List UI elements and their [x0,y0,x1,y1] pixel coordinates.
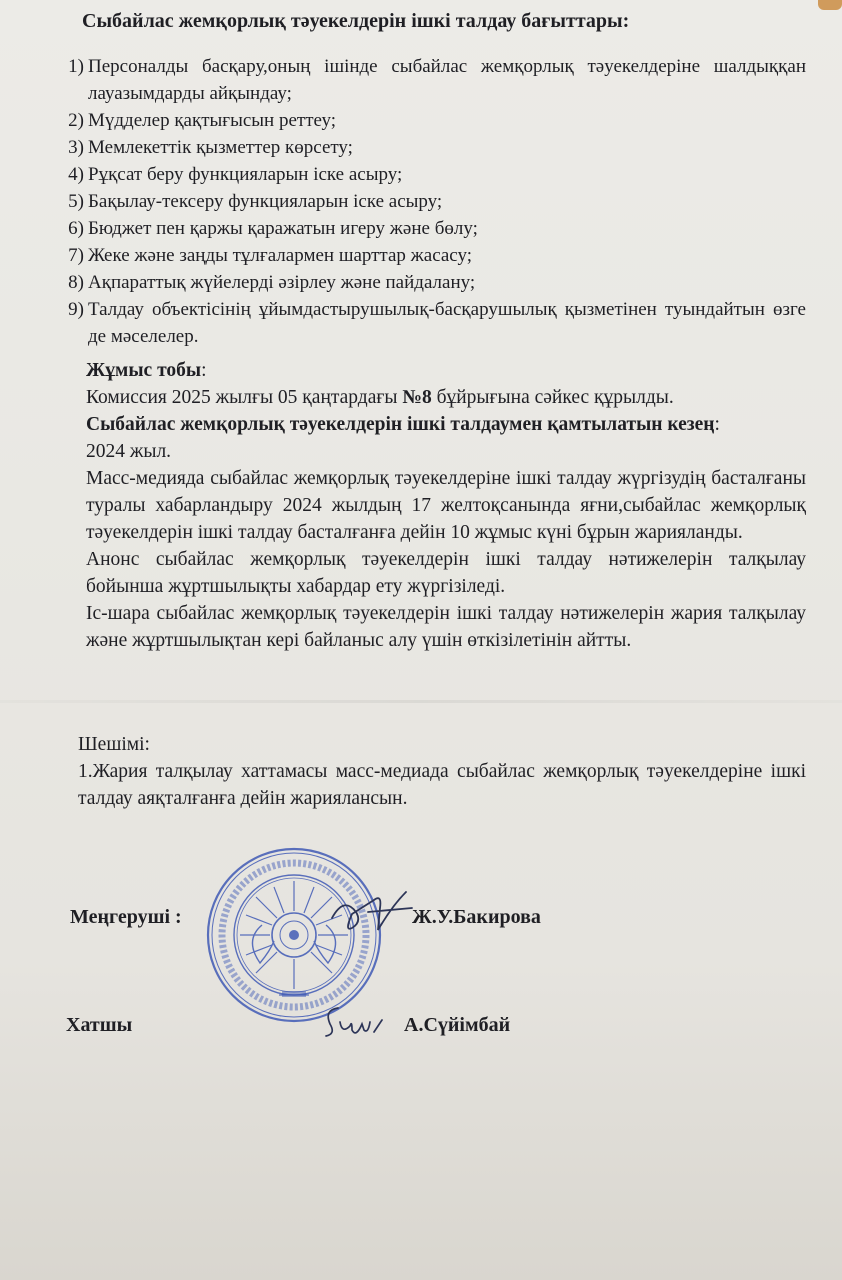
secretary-label: Хатшы [66,1014,133,1036]
decision-text: 1.Жария талқылау хаттамасы масс-медиада сыбайлас жемқорлық тәуекелдеріне ішкі талдау аяқталғанға дейін жариялансын. [78,761,806,809]
list-item: 2) Мүдделер қақтығысын реттеу; [68,110,336,131]
anons-paragraph: Анонс сыбайлас жемқорлық тәуекелдерін ішкі талдау нәтижелерін талқылау бойынша жұртшылықты хабардар ету жүргізіледі. [86,549,806,597]
list-item: 5) Бақылау-тексеру функцияларын іске асыру; [68,191,443,212]
order-number: №8 [402,387,432,408]
list-item: 8) Ақпараттық жүйелерді әзірлеу және пайдалану; [68,272,476,293]
section-heading: Сыбайлас жемқорлық тәуекелдерін ішкі талдау бағыттары: [82,10,630,32]
head-name: Ж.У.Бакирова [412,906,541,928]
working-group-text: Комиссия 2025 жылғы 05 қаңтардағы №8 бұйрығына сәйкес құрылды. [86,387,674,408]
list-item: 7) Жеке және заңды тұлғалармен шарттар жасасу; [68,245,473,266]
directions-list [56,53,806,350]
period-value: 2024 жыл. [86,441,172,462]
list-item: 6) Бюджет пен қаржы қаражатын игеру және бөлу; [68,218,478,239]
period-heading: Сыбайлас жемқорлық тәуекелдерін ішкі талдаумен қамтылатын кезең: [86,414,720,435]
announcement-paragraph: Масс-медияда сыбайлас жемқорлық тәуекелдеріне ішкі талдау жүргізудің басталғаны туралы хабарландыру 2024 жылдың 17 желтоқсанында яғни,сыбайлас жемқорлық тәуекелдерін ішкі талдау басталғанға дейін 10 жұмыс күні бұрын жарияланды. [86,468,806,543]
head-signature-label: Меңгеруші : [70,906,182,928]
list-item: 1) Персоналды басқару,оның ішінде сыбайлас жемқорлық тәуекелдеріне шалдыққан лауазымдарды айқындау; [68,56,806,104]
working-group-heading: Жұмыс тобы: [86,360,207,381]
document-body [86,357,806,654]
paper-fold-shadow [0,700,842,703]
decision-block [78,731,806,812]
list-item: 4) Рұқсат беру функцияларын іске асыру; [68,164,403,185]
list-item: 9) Талдау объектісінің ұйымдастырушылық-басқарушылық қызметінен туындайтын өзге де мәселелер. [68,299,806,347]
list-item: 3) Мемлекеттік қызметтер көрсету; [68,137,353,158]
event-paragraph: Іс-шара сыбайлас жемқорлық тәуекелдерін ішкі талдау нәтижелерін жария талқылау және жұртшылықтан кері байланыс алу үшін өткізілетінін айтты. [86,603,806,651]
head-signature-icon [322,878,422,948]
decision-label: Шешімі: [78,734,150,755]
secretary-name: А.Сүйімбай [404,1014,511,1036]
paper-corner-mark [818,0,842,10]
secretary-signature-icon [318,1000,388,1044]
